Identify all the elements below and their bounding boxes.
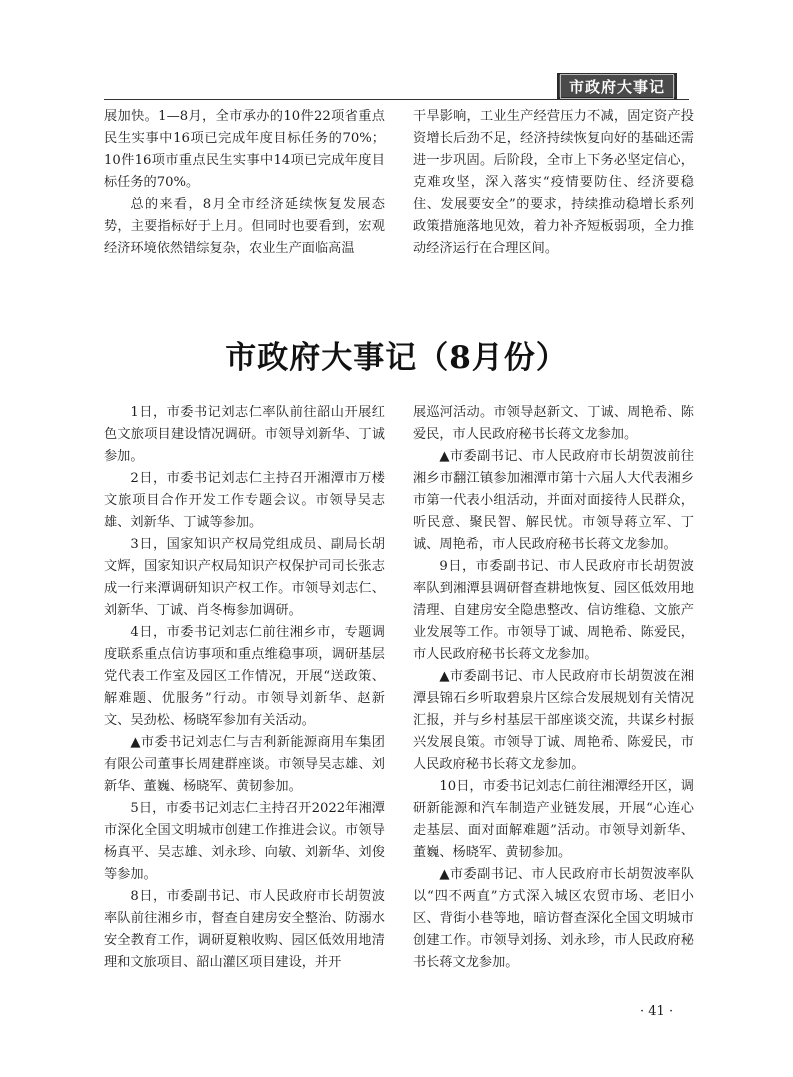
paragraph: ▲市委书记刘志仁与吉利新能源商用车集团有限公司董事长周建群座谈。市领导吴志雄、刘新华、董巍、杨晓军、黄韧参加。	[104, 735, 385, 794]
paragraph: 10日，市委书记刘志仁前往湘潭经开区，调研新能源和汽车制造产业链发展，开展“心连心走基层、面对面解难题”活动。市领导刘新华、董巍、杨晓军、黄韧参加。	[413, 779, 694, 860]
paragraph: 5日，市委书记刘志仁主持召开2022年湘潭市深化全国文明城市创建工作推进会议。市领导杨真平、吴志雄、刘永珍、向敏、刘新华、刘俊等参加。	[104, 801, 385, 882]
top-right-column	[413, 106, 694, 260]
page-number: · 41 ·	[640, 1004, 674, 1019]
paragraph: ▲市委副书记、市人民政府市长胡贺波前往湘乡市翻江镇参加湘潭市第十六届人大代表湘乡市第一代表小组活动，并面对面接待人民群众，听民意、聚民智、解民忧。市领导蒋立军、丁诚、周艳希，市人民政府秘书长蒋文龙参加。	[413, 449, 694, 552]
bottom-right-column	[413, 402, 694, 974]
paragraph: 干旱影响，工业生产经营压力不减，固定资产投资增长后劲不足，经济持续恢复向好的基础还需进一步巩固。后阶段，全市上下务必坚定信心，克难攻坚，深入落实“疫情要防住、经济要稳住、发展要安全”的要求，持续推动稳增长系列政策措施落地见效，着力补齐短板弱项，全力推动经济运行在合理区间。	[413, 109, 694, 256]
paragraph: 展加快。1—8月，全市承办的10件22项省重点民生实事中16项已完成年度目标任务的70%；10件16项市重点民生实事中14项已完成年度目标任务的70%。	[104, 109, 385, 190]
paragraph: 总的来看，8月全市经济延续恢复发展态势，主要指标好于上月。但同时也要看到，宏观经济环境依然错综复杂，农业生产面临高温	[104, 197, 385, 256]
paragraph: 3日，国家知识产权局党组成员、副局长胡文辉，国家知识产权局知识产权保护司司长张志成一行来潭调研知识产权工作。市领导刘志仁、刘新华、丁诚、肖冬梅参加调研。	[104, 537, 385, 618]
paragraph: ▲市委副书记、市人民政府市长胡贺波率队以“四不两直”方式深入城区农贸市场、老旧小区、背街小巷等地，暗访督查深化全国文明城市创建工作。市领导刘扬、刘永珍，市人民政府秘书长蒋文龙参加。	[413, 867, 694, 970]
top-left-column	[104, 106, 385, 260]
article-title: 市政府大事记（8月份）	[225, 340, 568, 376]
section-tag	[557, 73, 677, 99]
section-tag-label: 市政府大事记	[560, 74, 674, 99]
paragraph: 9日，市委副书记、市人民政府市长胡贺波率队到湘潭县调研督查耕地恢复、园区低效用地清理、自建房安全隐患整改、信访维稳、文旅产业发展等工作。市领导丁诚、周艳希、陈爱民，市人民政府秘书长蒋文龙参加。	[413, 559, 694, 662]
paragraph: 8日，市委副书记、市人民政府市长胡贺波率队前往湘乡市，督查自建房安全整治、防溺水安全教育工作，调研夏粮收购、园区低效用地清理和文旅项目、韶山灌区项目建设，并开	[104, 889, 385, 970]
paragraph: 4日，市委书记刘志仁前往湘乡市，专题调度联系重点信访事项和重点维稳事项，调研基层党代表工作室及园区工作情况，开展“送政策、解难题、优服务”行动。市领导刘新华、赵新文、吴劲松、杨晓军参加有关活动。	[104, 625, 385, 728]
paragraph: 2日，市委书记刘志仁主持召开湘潭市万楼文旅项目合作开发工作专题会议。市领导吴志雄、刘新华、丁诚等参加。	[104, 471, 385, 530]
bottom-left-column	[104, 402, 385, 974]
paragraph: 1日，市委书记刘志仁率队前往韶山开展红色文旅项目建设情况调研。市领导刘新华、丁诚参加。	[104, 405, 385, 464]
paragraph: ▲市委副书记、市人民政府市长胡贺波在湘潭县锦石乡听取碧泉片区综合发展规划有关情况汇报，并与乡村基层干部座谈交流，共谋乡村振兴发展良策。市领导丁诚、周艳希、陈爱民，市人民政府秘书长蒋文龙参加。	[413, 669, 694, 772]
paragraph: 展巡河活动。市领导赵新文、丁诚、周艳希、陈爱民，市人民政府秘书长蒋文龙参加。	[413, 405, 694, 442]
header-rule	[104, 99, 689, 100]
